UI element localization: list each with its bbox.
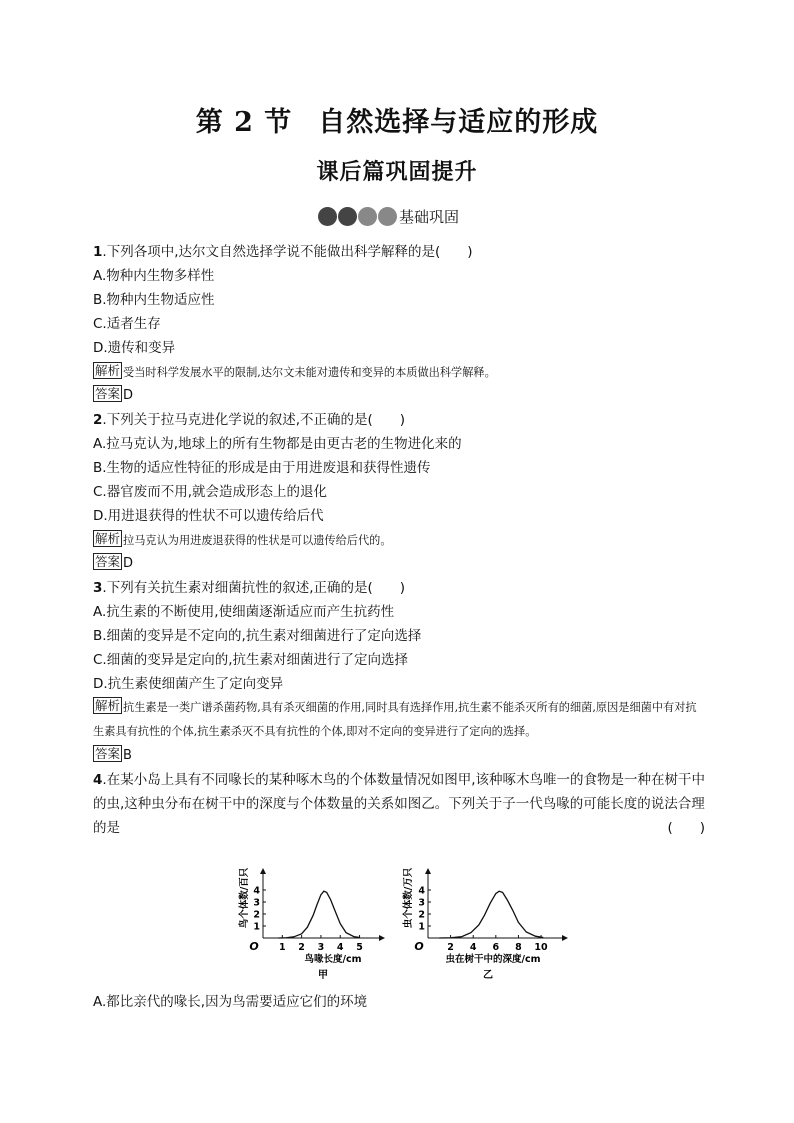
x-tick-label: 8: [515, 942, 522, 953]
answer-tag: 答案: [95, 554, 121, 569]
explanation-tag: 解析: [95, 531, 121, 546]
x-axis-label: 鸟喙长度/cm: [304, 954, 362, 965]
option-item: D.抗生素使细菌产生了定向变异: [93, 676, 284, 692]
answer-tag: 答案: [95, 746, 121, 761]
y-axis-label: 虫个体数/万只: [403, 867, 414, 929]
option-item: A.都比亲代的喙长,因为鸟需要适应它们的环境: [93, 994, 368, 1010]
data-curve: [439, 891, 543, 938]
y-axis-label: 鸟个体数/百只: [239, 867, 250, 929]
option-item: A.拉马克认为,地球上的所有生物都是由更古老的生物进化来的: [93, 436, 462, 452]
figure-caption: 甲: [318, 970, 328, 980]
option-item: C.细菌的变异是定向的,抗生素对细菌进行了定向选择: [93, 652, 409, 668]
section-title: 自然选择与适应的形成: [318, 107, 599, 138]
y-axis-arrow-icon: [425, 868, 431, 874]
answer-value: D: [123, 556, 134, 571]
explanation-text: 受当时科学发展水平的限制,达尔文未能对遗传和变异的本质做出科学解释。: [123, 366, 496, 379]
x-axis-label: 虫在树干中的深度/cm: [445, 954, 541, 965]
x-tick-label: 4: [336, 942, 344, 953]
explanation-text: 抗生素是一类广谱杀菌药物,具有杀灭细菌的作用,同时具有选择作用,抗生素不能杀灭所有的细菌,原因是细菌中有对抗生素具有抗性的个体,抗生素杀灭不具有抗性的个体,即对不定向的变异进行了定向的选择。: [93, 701, 697, 738]
option-item: C.适者生存: [93, 316, 161, 332]
answer-tag: 答案: [95, 386, 121, 401]
origin-label: O: [249, 940, 259, 953]
answer: [93, 552, 705, 576]
option-item: A.物种内生物多样性: [93, 268, 215, 284]
figure-charts: [93, 840, 705, 990]
badge-label: 基础巩固: [399, 207, 460, 226]
option-item: D.遗传和变异: [93, 340, 176, 356]
question-stem: 1.下列各项中,达尔文自然选择学说不能做出科学解释的是( ): [93, 244, 473, 260]
option-item: B.生物的适应性特征的形成是由于用进废退和获得性遗传: [93, 460, 431, 476]
answer: [93, 384, 705, 408]
x-tick-label: 2: [298, 942, 305, 953]
data-curve: [278, 891, 359, 938]
page-subtitle: 课后篇巩固提升: [316, 159, 478, 185]
y-tick-label: 1: [418, 921, 425, 933]
x-tick-label: 5: [356, 942, 363, 953]
section-number: 第 2 节: [195, 107, 293, 138]
explanation: [93, 360, 705, 384]
badge-dot-icon: [358, 207, 377, 226]
option-item: B.细菌的变异是不定向的,抗生素对细菌进行了定向选择: [93, 628, 422, 644]
origin-label: O: [414, 940, 424, 953]
explanation-text: 拉马克认为用进废退获得的性状是可以遗传给后代的。: [123, 534, 392, 547]
y-tick-label: 3: [253, 897, 260, 909]
x-tick-label: 3: [317, 942, 325, 953]
explanation: [93, 696, 705, 744]
chart-yi: [393, 840, 573, 980]
y-tick-label: 2: [418, 909, 425, 921]
x-tick-label: 1: [278, 942, 286, 953]
answer: [93, 744, 705, 768]
y-tick-label: 4: [253, 885, 260, 897]
badge-dot-icon: [378, 207, 397, 226]
question-stem: 4.在某小岛上具有不同喙长的某种啄木鸟的个体数量情况如图甲,该种啄木鸟唯一的食物是一种在树干中的虫,这种虫分布在树干中的深度与个体数量的关系如图乙。下列关于子一代鸟喙的可能长度的说法合理的是 ( ): [93, 768, 705, 840]
x-axis-arrow-icon: [562, 935, 568, 941]
explanation: [93, 528, 705, 552]
page-title: [0, 100, 794, 139]
question-stem: 3.下列有关抗生素对细菌抗性的叙述,正确的是( ): [93, 580, 406, 596]
y-tick-label: 2: [253, 909, 260, 921]
answer-value: B: [123, 748, 132, 763]
x-axis-arrow-icon: [379, 935, 385, 941]
option-item: A.抗生素的不断使用,使细菌逐渐适应而产生抗药性: [93, 604, 395, 620]
y-axis-arrow-icon: [260, 868, 266, 874]
chart-jia: [233, 840, 393, 980]
option-item: D.用进退获得的性状不可以遗传给后代: [93, 508, 324, 524]
y-tick-label: 3: [418, 897, 425, 909]
section-badge: [318, 205, 459, 227]
x-tick-label: 6: [492, 942, 500, 953]
question-stem: 2.下列关于拉马克进化学说的叙述,不正确的是( ): [93, 412, 406, 428]
figure-caption: 乙: [483, 970, 493, 980]
option-item: C.器官废而不用,就会造成形态上的退化: [93, 484, 328, 500]
question-list: [93, 240, 705, 1014]
badge-dot-icon: [318, 207, 337, 226]
x-tick-label: 4: [469, 942, 477, 953]
explanation-tag: 解析: [95, 363, 121, 378]
x-tick-label: 2: [447, 942, 454, 953]
explanation-tag: 解析: [95, 698, 121, 713]
answer-value: D: [123, 388, 134, 403]
badge-dot-icon: [338, 207, 357, 226]
answer-paren: ( ): [667, 820, 705, 836]
y-tick-label: 4: [418, 885, 425, 897]
y-tick-label: 1: [253, 921, 260, 933]
x-tick-label: 10: [534, 942, 548, 953]
option-item: B.物种内生物适应性: [93, 292, 215, 308]
